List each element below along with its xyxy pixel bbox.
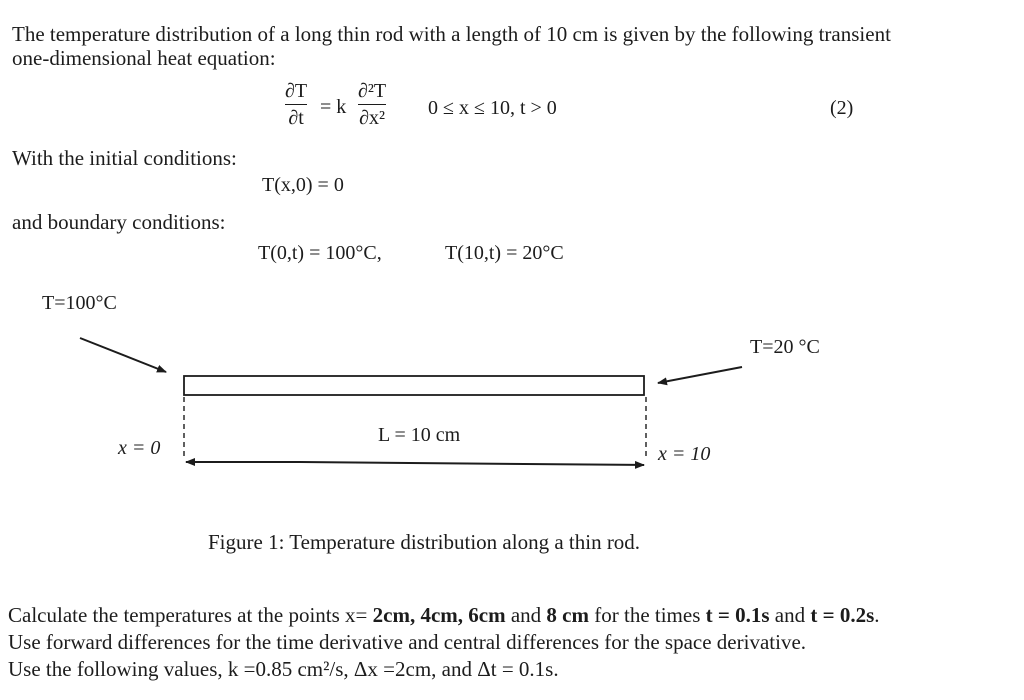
boundary-conditions-label: and boundary conditions: <box>12 210 226 234</box>
initial-condition-expr: T(x,0) = 0 <box>262 174 344 196</box>
time-derivative-denominator: ∂t <box>288 107 304 130</box>
task-points: 2cm, 4cm, 6cm <box>372 603 506 627</box>
equation-number: (2) <box>830 97 854 119</box>
task-last-point: 8 cm <box>546 603 589 627</box>
task-line-2: Use forward differences for the time derivative and central differences for the space derivative. <box>8 630 807 654</box>
left-heat-arrow <box>80 338 166 372</box>
right-heat-arrow <box>658 367 742 383</box>
figure-caption: Figure 1: Temperature distribution along a thin rod. <box>208 530 641 554</box>
time-derivative-numerator: ∂T <box>285 80 308 102</box>
rod-length-label: L = 10 cm <box>378 424 461 446</box>
equation-equals-k: = k <box>320 96 347 118</box>
intro-line-1: The temperature distribution of a long thin rod with a length of 10 cm is given by the following transient <box>12 22 891 46</box>
equation-domain: 0 ≤ x ≤ 10, t > 0 <box>428 97 557 119</box>
boundary-condition-left: T(0,t) = 100°C, <box>258 242 382 264</box>
space-derivative-numerator: ∂²T <box>358 80 387 102</box>
initial-conditions-label: With the initial conditions: <box>12 146 237 170</box>
thin-rod <box>184 376 644 395</box>
left-position-label: x = 0 <box>118 437 161 459</box>
length-arrow-right-head <box>300 462 644 465</box>
task-line-3: Use the following values, k =0.85 cm²/s, Δx =2cm, and Δt = 0.1s. <box>8 657 559 681</box>
intro-line-2: one-dimensional heat equation: <box>12 46 276 70</box>
task-time-2: t = 0.2s <box>810 603 875 627</box>
task-time-1: t = 0.1s <box>705 603 770 627</box>
right-temperature-label: T=20 °C <box>750 336 820 358</box>
space-derivative-denominator: ∂x² <box>359 107 385 130</box>
task-line-1: Calculate the temperatures at the points x= 2cm, 4cm, 6cm and 8 cm for the times t = 0.1s and t = 0.2s. <box>8 603 880 627</box>
left-temperature-label: T=100°C <box>42 292 117 314</box>
boundary-condition-right: T(10,t) = 20°C <box>445 242 564 264</box>
right-position-label: x = 10 <box>658 443 711 465</box>
